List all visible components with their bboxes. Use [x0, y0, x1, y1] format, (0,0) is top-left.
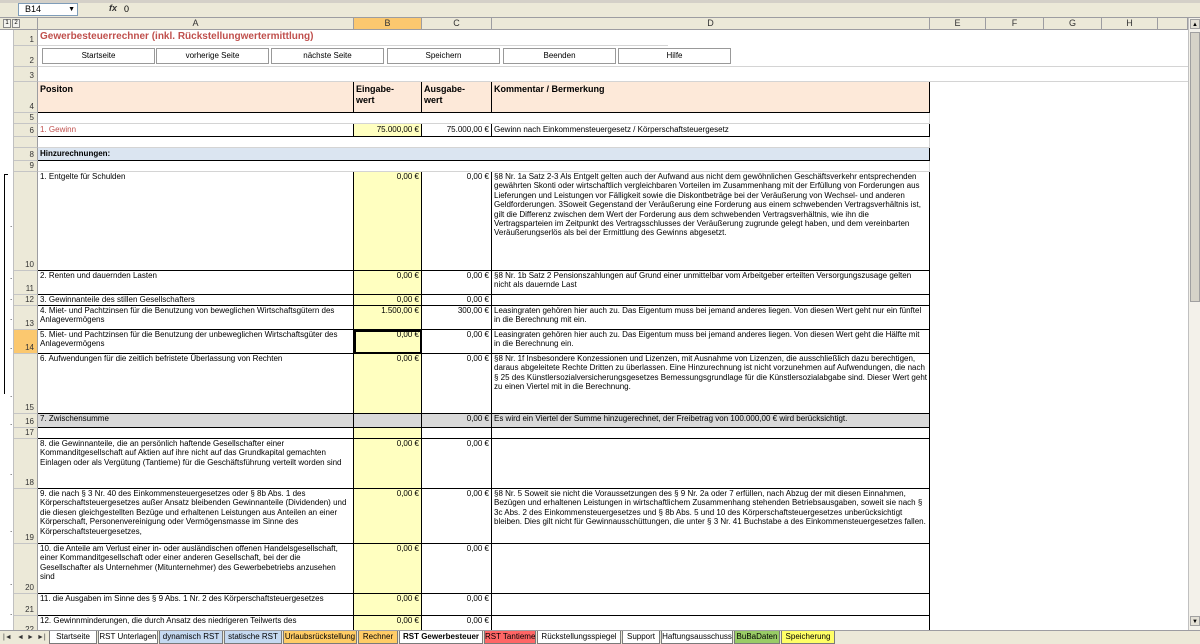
outline-dot: . — [10, 468, 13, 477]
comment-cell: §8 Nr. 1f Insbesondere Konzessionen und Lizenzen, mit Ausnahme von Lizenzen, die ausschließlich dazu berechtigen, daraus abgeleitete Rechte Dritten zu überlassen. Eine Hinzurechnung ist nicht vorzunehmen auf Aufwendungen, die nach § 25 des Künstlersozialversicherungsgesetzes Bemessungsgrundlage für die Künstlersozialabgabe sind. Dieser Wert geht zu einen Viertel mit in die Berechnung. — [492, 354, 930, 414]
row-label: 3. Gewinnanteile des stillen Gesellschafters — [38, 295, 354, 306]
row-label: 2. Renten und dauernden Lasten — [38, 271, 354, 295]
output-cell — [422, 428, 492, 439]
outline-dot: . — [10, 220, 13, 229]
output-cell: 0,00 € — [422, 594, 492, 616]
row-header[interactable]: 8 — [14, 148, 38, 161]
comment-cell — [492, 594, 930, 616]
vertical-scrollbar[interactable] — [1188, 18, 1200, 630]
help-button[interactable]: Hilfe — [618, 48, 731, 64]
output-cell: 0,00 € — [422, 544, 492, 594]
input-cell[interactable]: 1.500,00 € — [354, 306, 422, 330]
function-icon[interactable]: fx — [109, 3, 118, 13]
row-label: 6. Aufwendungen für die zeitlich befristete Überlassung von Rechten — [38, 354, 354, 414]
column-header-a[interactable]: A — [38, 18, 354, 30]
output-cell: 0,00 € — [422, 439, 492, 489]
next-sheet-icon[interactable]: ► — [27, 634, 34, 641]
row-header[interactable] — [14, 137, 38, 148]
row-header[interactable]: 18 — [14, 439, 38, 489]
column-header-blank[interactable] — [1158, 18, 1188, 30]
outline-dot: . — [10, 608, 13, 617]
next-page-button[interactable]: nächste Seite — [271, 48, 384, 64]
output-cell: 0,00 € — [422, 616, 492, 630]
input-cell[interactable]: 0,00 € — [354, 544, 422, 594]
sheet-tab[interactable]: dynamisch RST — [159, 631, 223, 644]
row-header[interactable]: 9 — [14, 161, 38, 172]
input-cell[interactable]: 0,00 € — [354, 295, 422, 306]
sheet-tab-bar — [0, 630, 1200, 644]
save-button[interactable]: Speichern — [387, 48, 500, 64]
outline-dot: . — [10, 418, 13, 427]
empty-row — [38, 161, 930, 172]
comment-cell: §8 Nr. 5 Soweit sie nicht die Voraussetzungen des § 9 Nr. 2a oder 7 erfüllen, nach Abzug der mit diesen Einnahmen, Bezügen und erhaltenen Leistungen in wirtschaftlichem Zusammenhang stehenden Betriebsausgaben, soweit sie nach § 3c Abs. 2 des Einkommensteuergesetzes und § 8b Abs. 5 und 10 des Körperschaftsteuergesetzes unberücksichtigt bleiben. Dies gilt nicht für Gewinnausschüttungen, die unter § 3 Nr. 41 Buchstabe a des Einkommensteuergesetzes fallen. — [492, 489, 930, 544]
sheet-tab[interactable]: RST Gewerbesteuer — [399, 631, 483, 644]
outline-dot: . — [10, 313, 13, 322]
input-cell[interactable]: 0,00 € — [354, 616, 422, 630]
row-label: 12. Gewinnminderungen, die durch Ansatz des niedrigeren Teilwerts des — [38, 616, 354, 630]
gewinn-output: 75.000,00 € — [422, 124, 492, 137]
sheet-tab[interactable]: RST Unterlagen — [98, 631, 158, 644]
row-header[interactable]: 4 — [14, 82, 38, 113]
row-header[interactable]: 16 — [14, 414, 38, 428]
comment-cell — [492, 616, 930, 630]
sheet-tab[interactable]: Startseite — [49, 631, 97, 644]
outline-level-2-button[interactable]: 2 — [12, 19, 20, 28]
row-header[interactable]: 21 — [14, 594, 38, 616]
row-label: 5. Miet- und Pachtzinsen für die Benutzung der unbeweglichen Wirtschaftsgüter des Anlagevermögens — [38, 330, 354, 354]
column-header-e[interactable]: E — [930, 18, 986, 30]
outline-dot: . — [10, 293, 13, 302]
gewinn-comment: Gewinn nach Einkommensteuergesetz / Körperschaftsteuergesetz — [492, 124, 930, 137]
scroll-down-icon[interactable]: ▼ — [1190, 616, 1200, 626]
outline-dot: . — [10, 578, 13, 587]
sheet-tab[interactable]: Speicherung — [781, 631, 835, 644]
row-label: 1. Entgelte für Schulden — [38, 172, 354, 271]
output-cell: 300,00 € — [422, 306, 492, 330]
row-label: 10. die Anteile am Verlust einer in- oder ausländischen offenen Handelsgesellschaft, einer Kommanditgesellschaft oder einer anderen Gesellschaft, bei der die Gesellschafter als Unternehmer (Mitunternehmer) des Gewerbebetriebs anzusehen sind — [38, 544, 354, 594]
input-cell[interactable]: 0,00 € — [354, 271, 422, 295]
row-header[interactable]: 19 — [14, 489, 38, 544]
row-header[interactable]: 20 — [14, 544, 38, 594]
comment-cell: Leasingraten gehören hier auch zu. Das Eigentum muss bei jemand anderes liegen. Von diesen Wert geht die Hälfte mit in die Berechnung ein. — [492, 330, 930, 354]
outline-bracket — [4, 174, 8, 394]
outline-dot: . — [10, 342, 13, 351]
header-position: Positon — [38, 82, 354, 113]
input-cell[interactable]: 0,00 € — [354, 489, 422, 544]
row-label: 8. die Gewinnanteile, die an persönlich haftende Gesellschafter einer Kommanditgesellschaft auf Aktien auf ihre nicht auf das Grundkapital gemachten Einlagen oder als Vergütung (Tantieme) für die Geschäftsführung verteilt worden sind — [38, 439, 354, 489]
row-header[interactable]: 3 — [14, 67, 38, 82]
output-cell: 0,00 € — [422, 295, 492, 306]
sheet-tab[interactable]: Rückstellungsspiegel — [537, 631, 621, 644]
output-cell: 0,00 € — [422, 172, 492, 271]
startseite-button[interactable]: Startseite — [42, 48, 155, 64]
previous-page-button[interactable]: vorherige Seite — [156, 48, 269, 64]
scroll-thumb[interactable] — [1190, 32, 1200, 302]
name-box-value: B14 — [25, 4, 42, 14]
header-output-value: Ausgabe- wert — [422, 82, 492, 113]
row-label: 11. die Ausgaben im Sinne des § 9 Abs. 1 Nr. 2 des Körperschaftsteuergesetzes — [38, 594, 354, 616]
empty-row — [38, 67, 1188, 82]
sheet-tab[interactable]: statische RST — [224, 631, 282, 644]
comment-cell: Es wird ein Viertel der Summe hinzugerechnet, der Freibetrag von 100.000,00 € wird berücksichtigt. — [492, 414, 930, 428]
row-header[interactable]: 6 — [14, 124, 38, 137]
output-cell: 0,00 € — [422, 354, 492, 414]
sheet-tab[interactable]: RST Tantieme — [484, 631, 536, 644]
quit-button[interactable]: Beenden — [503, 48, 616, 64]
first-sheet-icon[interactable]: |◄ — [3, 634, 12, 641]
column-header-d[interactable]: D — [492, 18, 930, 30]
row-header[interactable]: 15 — [14, 354, 38, 414]
row-header[interactable]: 11 — [14, 271, 38, 295]
sheet-tab[interactable]: Urlaubsrückstellung — [283, 631, 357, 644]
header-input-value: Eingabe- wert — [354, 82, 422, 113]
formula-input[interactable]: 0 — [124, 4, 130, 14]
input-cell[interactable]: 0,00 € — [354, 172, 422, 271]
outline-level-1-button[interactable]: 1 — [3, 19, 11, 28]
column-header-c[interactable]: C — [422, 18, 492, 30]
row-label: 7. Zwischensumme — [38, 414, 354, 428]
output-cell: 0,00 € — [422, 330, 492, 354]
gewinn-label: 1. Gewinn — [38, 124, 354, 137]
sheet-title: Gewerbesteuerrechner (inkl. Rückstellungwertermittlung) — [38, 30, 668, 46]
header-comment: Kommentar / Bermerkung — [492, 82, 930, 113]
comment-cell — [492, 295, 930, 306]
row-header[interactable]: 14 — [14, 330, 38, 354]
input-cell[interactable] — [354, 428, 422, 439]
empty-row — [38, 137, 930, 148]
row-header[interactable]: 10 — [14, 172, 38, 271]
name-box[interactable] — [18, 3, 78, 16]
row-label: 4. Miet- und Pachtzinsen für die Benutzung von beweglichen Wirtschaftsgütern des Anlagevermögens — [38, 306, 354, 330]
worksheet-grid[interactable] — [38, 30, 1188, 630]
output-cell: 0,00 € — [422, 271, 492, 295]
column-header-h[interactable]: H — [1102, 18, 1158, 30]
previous-sheet-icon[interactable]: ◄ — [17, 634, 24, 641]
comment-cell — [492, 439, 930, 489]
column-header-g[interactable]: G — [1044, 18, 1102, 30]
outline-dot: . — [10, 525, 13, 534]
row-header[interactable]: 17 — [14, 428, 38, 439]
comment-cell — [492, 544, 930, 594]
comment-cell: §8 Nr. 1a Satz 2-3 Als Entgelt gelten auch der Aufwand aus nicht dem gewöhnlichen Geschäftsverkehr entsprechenden gewährten Skonti oder wirtschaftlich vergleichbaren Vorteilen im Zusammenhang mit der Erfüllung von Forderungen aus Lieferungen und Leistungen vor Fälligkeit sowie die Diskontbeträge bei der Veräußerung von Wechsel- und anderen Geldforderungen. 3Soweit Gegenstand der Veräußerung eine Forderung aus einem schwebenden Vertragsverhältnis ist, gilt die Differenz zwischen dem Wert der Forderung aus dem schwebenden Vertragsverhältnis, wie ihn die Vertragsparteien im Zeitpunkt des Vertragsschlusses der Veräußerung zugrunde gelegt haben, und dem vereinbarten Veräußerungserlös als bei der Ermittlung des Gewinns abgesetzt. — [492, 172, 930, 271]
hinzurechnungen-heading: Hinzurechnungen: — [38, 148, 930, 161]
row-label — [38, 428, 354, 439]
comment-cell: §8 Nr. 1b Satz 2 Pensionszahlungen auf Grund einer unmittelbar vom Arbeitgeber erteilten Versorgungszusage gelten nicht als dauernde Last — [492, 271, 930, 295]
comment-cell — [492, 428, 930, 439]
row-header[interactable]: 13 — [14, 306, 38, 330]
input-cell[interactable] — [354, 414, 422, 428]
row-header[interactable]: 5 — [14, 113, 38, 124]
gewinn-input[interactable]: 75.000,00 € — [354, 124, 422, 137]
output-cell: 0,00 € — [422, 414, 492, 428]
sheet-tab[interactable]: Support — [622, 631, 660, 644]
formula-bar — [0, 0, 1200, 18]
outline-gutter — [0, 30, 14, 630]
empty-row — [38, 113, 930, 124]
column-header-f[interactable]: F — [986, 18, 1044, 30]
outline-dot: . — [10, 390, 13, 399]
row-header[interactable]: 1 — [14, 30, 38, 46]
row-label: 9. die nach § 3 Nr. 40 des Einkommensteuergesetzes oder § 8b Abs. 1 des Körperschaftsteuergesetzes außer Ansatz bleibenden Gewinnanteile (Dividenden) und die diesen gleichgestellten Bezüge und erhaltenen Leistungen aus Anteilen an einer Körperschaft, Personenvereinigung oder Vermögensmasse im Sinne des Körperschaftsteuergesetzes, — [38, 489, 354, 544]
outline-dot: . — [10, 272, 13, 281]
comment-cell: Leasingraten gehören hier auch zu. Das Eigentum muss bei jemand anderes liegen. Von diesen Wert geht nur ein fünftel in die Berechnung mit ein. — [492, 306, 930, 330]
output-cell: 0,00 € — [422, 489, 492, 544]
sheet-tab[interactable]: BuBaDaten — [734, 631, 780, 644]
input-cell[interactable]: 0,00 € — [354, 439, 422, 489]
toolbar-strip — [0, 0, 1200, 3]
row-header[interactable]: 2 — [14, 46, 38, 67]
last-sheet-icon[interactable]: ►| — [37, 634, 46, 641]
column-header-b[interactable]: B — [354, 18, 422, 30]
sheet-tab[interactable]: Haftungsausschuss — [661, 631, 733, 644]
input-cell[interactable]: 0,00 € — [354, 330, 422, 354]
input-cell[interactable]: 0,00 € — [354, 594, 422, 616]
input-cell[interactable]: 0,00 € — [354, 354, 422, 414]
sheet-tab[interactable]: Rechner — [358, 631, 398, 644]
row-header[interactable]: 12 — [14, 295, 38, 306]
chevron-down-icon[interactable]: ▼ — [68, 6, 75, 13]
scroll-up-icon[interactable]: ▲ — [1190, 19, 1200, 29]
